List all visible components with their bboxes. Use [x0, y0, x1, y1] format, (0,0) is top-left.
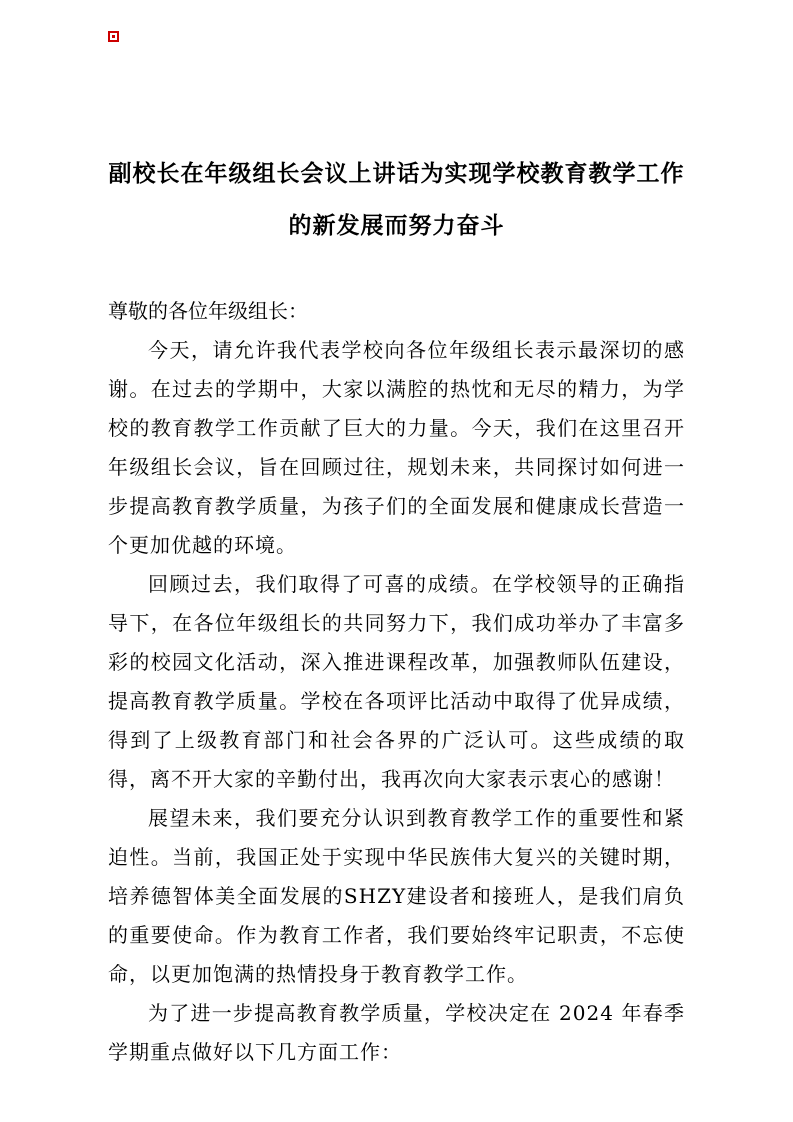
paragraph-1: 今天，请允许我代表学校向各位年级组长表示最深切的感谢。在过去的学期中，大家以满腔的热忱和无尽的精力，为学校的教育教学工作贡献了巨大的力量。今天，我们在这里召开年级组长会议，旨在回顾过往，规划未来，共同探讨如何进一步提高教育教学质量，为孩子们的全面发展和健康成长营造一个更加优越的环境。 — [108, 338, 685, 557]
paragraph-4: 为了进一步提高教育教学质量，学校决定在 2024 年春季学期重点做好以下几方面工作： — [108, 1001, 685, 1064]
paragraph-3: 展望未来，我们要充分认识到教育教学工作的重要性和紧迫性。当前，我国正处于实现中华民族伟大复兴的关键时期，培养德智体美全面发展的SHZY建设者和接班人，是我们肩负的重要使命。作为教育工作者，我们要始终牢记职责，不忘使命，以更加饱满的热情投身于教育教学工作。 — [108, 806, 685, 986]
salutation: 尊敬的各位年级组长： — [108, 299, 308, 323]
paragraph-2: 回顾过去，我们取得了可喜的成绩。在学校领导的正确指导下，在各位年级组长的共同努力下，我们成功举办了丰富多彩的校园文化活动，深入推进课程改革，加强教师队伍建设，提高教育教学质量。学校在各项评比活动中取得了优异成绩，得到了上级教育部门和社会各界的广泛认可。这些成绩的取得，离不开大家的辛勤付出，我再次向大家表示衷心的感谢！ — [108, 572, 685, 791]
title-line-1: 副校长在年级组长会议上讲话为实现学校教育教学工作 — [108, 160, 685, 187]
title-line-2: 的新发展而努力奋斗 — [288, 212, 505, 239]
document-title — [108, 148, 685, 252]
red-stamp-icon — [108, 31, 119, 42]
